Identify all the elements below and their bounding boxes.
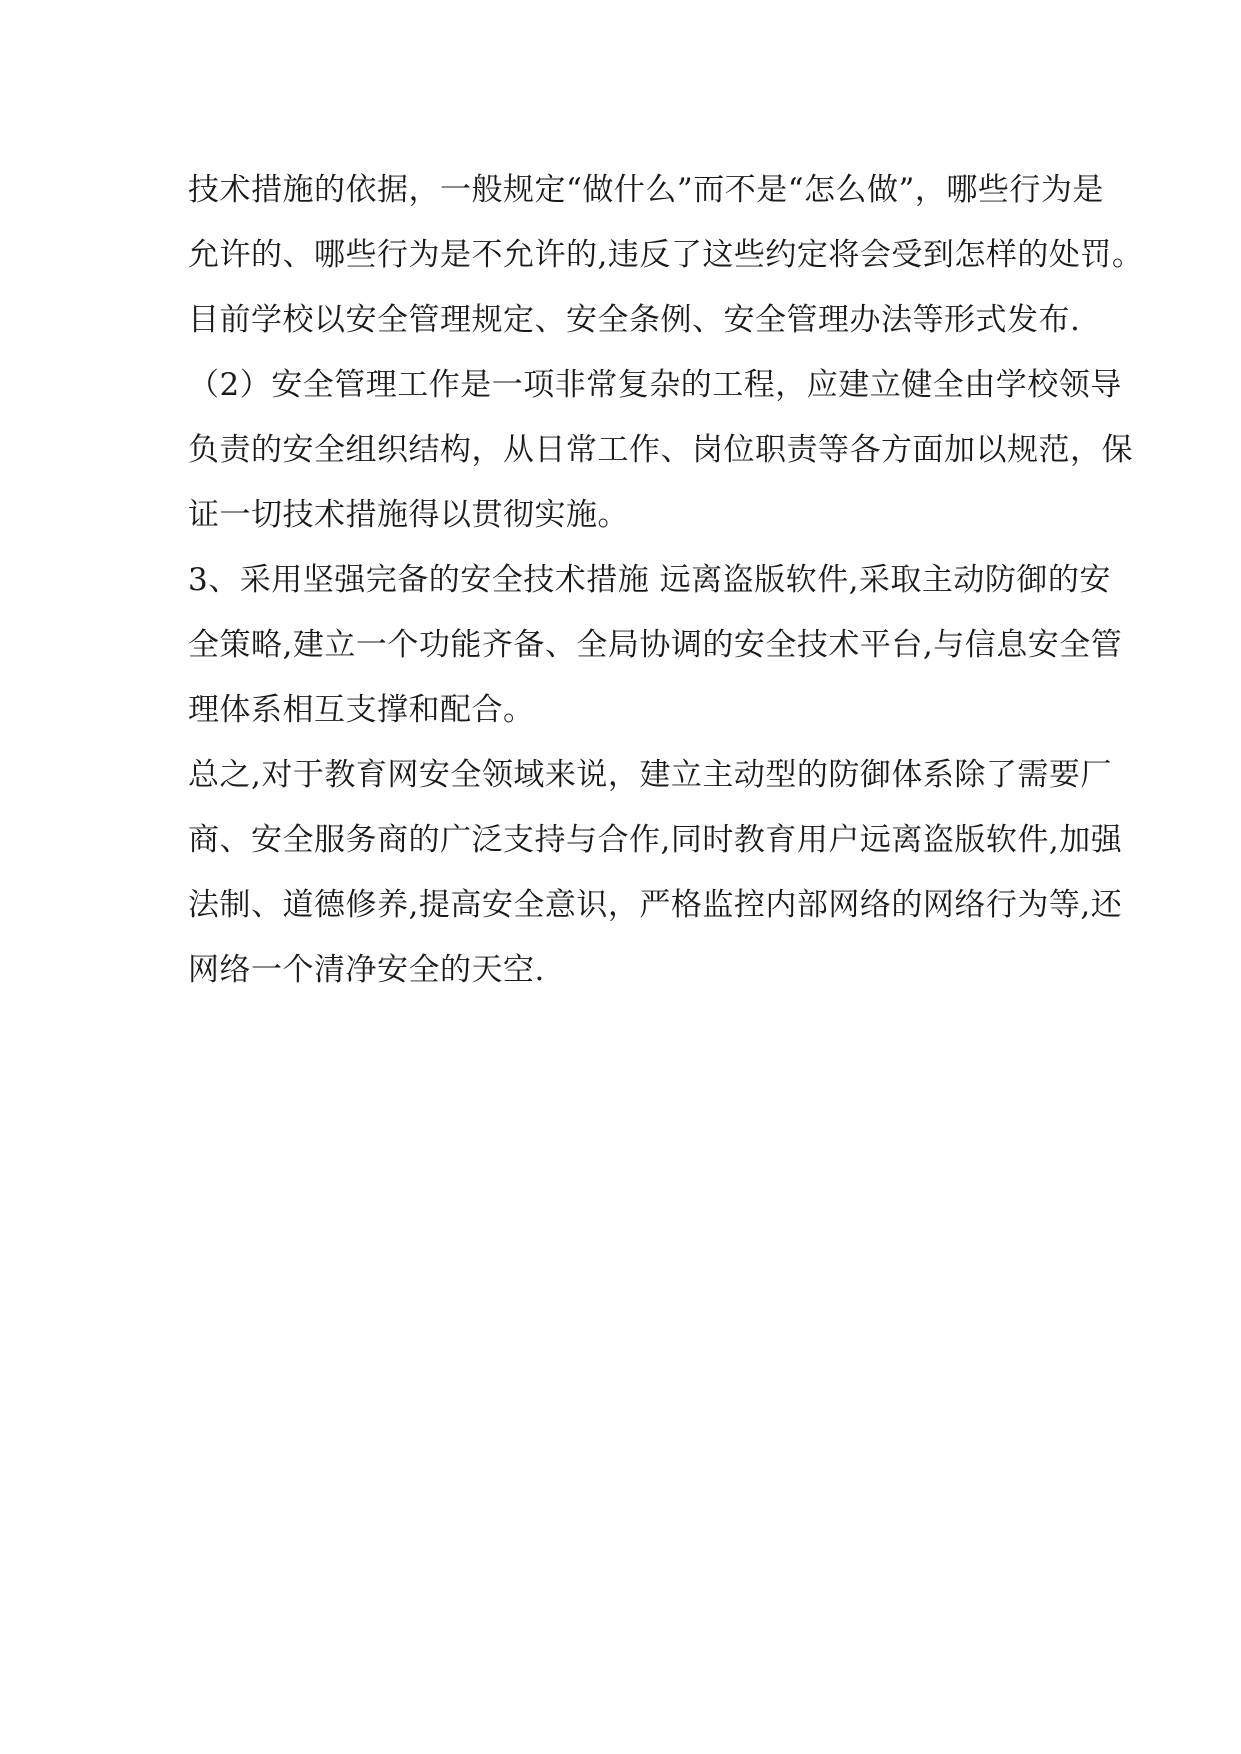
text-line: 目前学校以安全管理规定、安全条例、安全管理办法等形式发布. bbox=[188, 302, 1081, 338]
text-line: 允许的、哪些行为是不允许的,违反了这些约定将会受到怎样的处罚。 bbox=[188, 237, 1144, 273]
text-line: 商、安全服务商的广泛支持与合作,同时教育用户远离盗版软件,加强 bbox=[188, 822, 1123, 858]
text-line: 网络一个清净安全的天空. bbox=[188, 952, 545, 988]
text-line: 全策略,建立一个功能齐备、全局协调的安全技术平台,与信息安全管 bbox=[188, 627, 1123, 663]
text-line: 证一切技术措施得以贯彻实施。 bbox=[188, 497, 629, 533]
text-line: 技术措施的依据，一般规定“做什么”而不是“怎么做”，哪些行为是 bbox=[188, 172, 1104, 208]
text-line: （2）安全管理工作是一项非常复杂的工程，应建立健全由学校领导 bbox=[188, 367, 1122, 403]
text-line: 3、采用坚强完备的安全技术措施 远离盗版软件,采取主动防御的安 bbox=[188, 562, 1111, 598]
text-line: 负责的安全组织结构，从日常工作、岗位职责等各方面加以规范，保 bbox=[188, 432, 1133, 468]
text-line: 法制、道德修养,提高安全意识，严格监控内部网络的网络行为等,还 bbox=[188, 887, 1123, 923]
text-line: 理体系相互支撑和配合。 bbox=[188, 692, 535, 728]
text-line: 总之,对于教育网安全领域来说，建立主动型的防御体系除了需要厂 bbox=[188, 757, 1112, 793]
body-text bbox=[188, 158, 1144, 1003]
